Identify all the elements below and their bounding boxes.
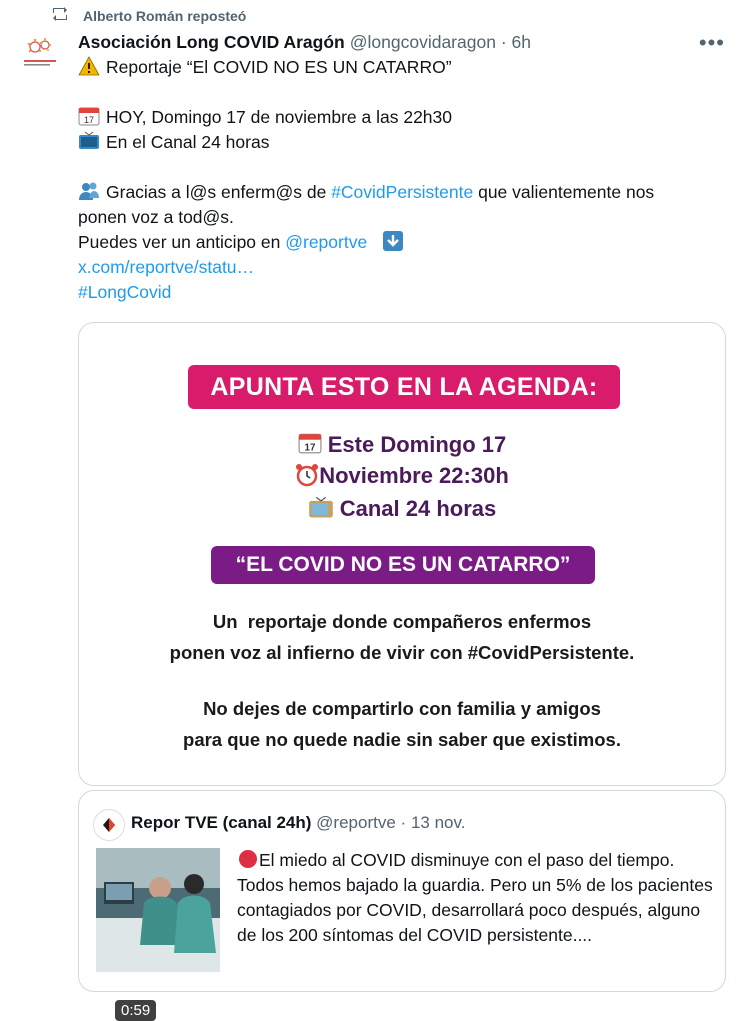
text-line: [78, 280, 728, 305]
alarm-clock-icon: [295, 463, 319, 487]
repost-text: Alberto Román reposteó: [83, 8, 247, 24]
card-paragraph-2: [79, 693, 725, 755]
calendar-icon: [298, 431, 322, 455]
line-gracias-end: que valientemente nos: [473, 182, 655, 202]
repost-icon: [50, 6, 70, 26]
tweet-time[interactable]: 6h: [511, 32, 531, 52]
line-canal: En el Canal 24 horas: [106, 132, 270, 152]
text-line: [78, 105, 728, 130]
author-handle-text: @longcovidaragon: [349, 32, 496, 52]
card-para1-line1: Un reportaje donde compañeros enfermos: [212, 611, 592, 632]
video-duration: 0:59: [115, 1000, 156, 1021]
mention-reportve[interactable]: @reportve: [285, 232, 368, 252]
header-separator: ·: [500, 32, 507, 52]
title-banner: “EL COVID NO ES UN CATARRO”: [211, 546, 595, 584]
text-line: [78, 55, 728, 80]
quoted-tweet-card[interactable]: [78, 790, 726, 1019]
people-icon: [78, 181, 100, 201]
quoted-author-name[interactable]: Repor TVE (canal 24h): [131, 813, 312, 832]
card-para2-line1: No dejes de compartirlo con familia y amigos: [203, 698, 601, 719]
line-reportaje: Reportaje “El COVID NO ES UN CATARRO”: [106, 57, 452, 77]
hashtag-covidpersistente[interactable]: #CovidPersistente: [331, 182, 474, 202]
card-para1-line2: ponen voz al infierno de vivir con #CovidPersistente.: [169, 642, 635, 663]
text-line: [78, 255, 728, 280]
quoted-header: [131, 813, 465, 833]
quoted-date[interactable]: 13 nov.: [410, 813, 466, 832]
tweet-header: [78, 30, 728, 54]
quoted-author-handle[interactable]: @reportve: [316, 813, 396, 832]
text-line: [78, 205, 728, 230]
tv-icon: [78, 131, 100, 151]
author-name[interactable]: Asociación Long COVID Aragón: [78, 32, 345, 52]
video-thumbnail[interactable]: [96, 848, 220, 1019]
calendar-icon: [78, 106, 100, 126]
line-ponen: ponen voz a tod@s.: [78, 207, 234, 227]
quoted-text: [237, 848, 717, 948]
tweet[interactable]: [78, 30, 728, 305]
agenda-channel-text: Canal 24 horas: [339, 496, 497, 521]
card-para2-line2: para que no quede nadie sin saber que existimos.: [183, 729, 621, 750]
card-paragraph-1: [79, 606, 725, 668]
media-image-card[interactable]: [78, 322, 726, 786]
agenda-time-text: Noviembre 22:30h: [319, 463, 509, 488]
line-gracias: Gracias a l@s enferm@s de: [106, 182, 332, 202]
text-line: [78, 130, 728, 155]
agenda-date-text: Este Domingo 17: [327, 432, 507, 457]
status-link[interactable]: x.com/reportve/statu…: [78, 257, 255, 277]
agenda-line-channel: [79, 496, 725, 522]
avatar[interactable]: [18, 33, 62, 77]
repost-indicator[interactable]: [50, 6, 246, 26]
quoted-separator: ·: [400, 813, 407, 832]
more-options-button[interactable]: •••: [698, 30, 725, 55]
agenda-line-time: [79, 463, 725, 489]
tv-icon: [308, 496, 334, 520]
tweet-text: [78, 55, 728, 305]
quoted-avatar[interactable]: [93, 809, 125, 841]
red-circle-icon: [237, 849, 259, 869]
text-line: [78, 180, 728, 205]
text-line: [78, 230, 728, 255]
down-arrow-icon: [382, 231, 404, 251]
line-anticipo: Puedes ver un anticipo en: [78, 232, 286, 252]
author-handle[interactable]: [350, 30, 531, 54]
hashtag-longcovid[interactable]: #LongCovid: [78, 282, 172, 302]
svg-text:17: 17: [304, 442, 316, 454]
agenda-line-date: [79, 431, 725, 458]
line-fecha: HOY, Domingo 17 de noviembre a las 22h30: [106, 107, 453, 127]
svg-text:17: 17: [83, 115, 95, 125]
warning-icon: [78, 56, 100, 76]
agenda-banner: APUNTA ESTO EN LA AGENDA:: [188, 365, 620, 409]
quoted-text-body: El miedo al COVID disminuye con el paso del tiempo. Todos hemos bajado la guardia. Pero un 5% de los pacientes contagiados por COVID, desarrollará poco después, alguno de los 200 síntomas del COVID persistente....: [237, 850, 713, 945]
